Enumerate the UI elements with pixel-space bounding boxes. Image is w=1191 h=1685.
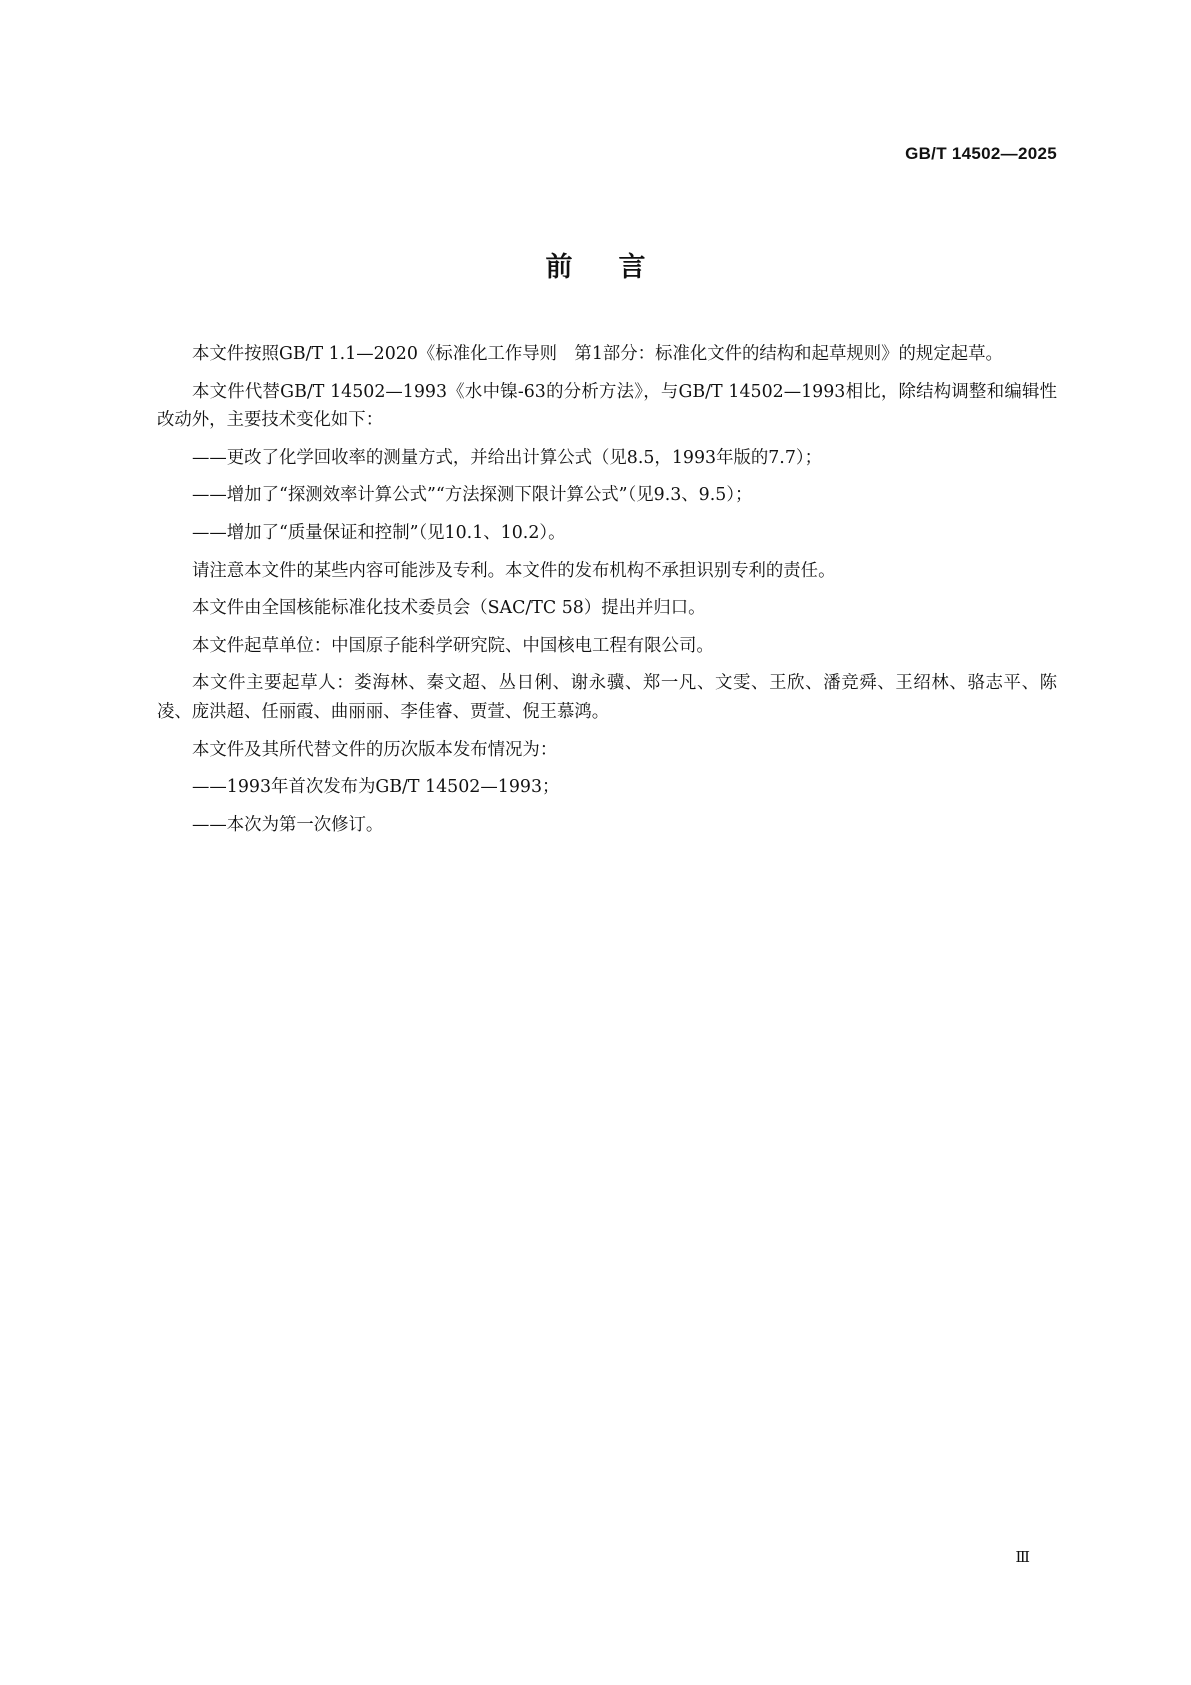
page-number: Ⅲ [1015, 1548, 1030, 1566]
standard-code-header: GB/T 14502—2025 [905, 144, 1057, 163]
paragraph-patent-notice: 请注意本文件的某些内容可能涉及专利。本文件的发布机构不承担识别专利的责任。 [192, 560, 836, 581]
paragraph-drafting-units: 本文件起草单位：中国原子能科学研究院、中国核电工程有限公司。 [192, 635, 714, 656]
change-item: ——增加了“探测效率计算公式”“方法探测下限计算公式”（见9.3、9.5）； [192, 485, 753, 506]
version-item: ——1993年首次发布为GB/T 14502—1993； [192, 777, 560, 798]
paragraph-drafting-rule: 本文件按照GB/T 1.1—2020《标准化工作导则 第1部分：标准化文件的结构和起草规则》的规定起草。 [192, 344, 1003, 364]
preface-body [157, 340, 1057, 848]
paragraph-drafters: 本文件主要起草人：娄海林、秦文超、丛日俐、谢永骥、郑一凡、文雯、王欣、潘竞舜、王绍林、骆志平、陈凌、庞洪超、任丽霞、曲丽丽、李佳睿、贾萱、倪王慕鸿。 [157, 673, 1057, 722]
paragraph-replacement: 本文件代替GB/T 14502—1993《水中镍-63的分析方法》，与GB/T 14502—1993相比，除结构调整和编辑性改动外，主要技术变化如下： [157, 381, 1057, 431]
change-item: ——更改了化学回收率的测量方式，并给出计算公式（见8.5，1993年版的7.7）； [192, 447, 822, 468]
paragraph-version-history: 本文件及其所代替文件的历次版本发布情况为： [192, 739, 558, 760]
version-item: ——本次为第一次修订。 [192, 814, 384, 835]
change-item: ——增加了“质量保证和控制”（见10.1、10.2）。 [192, 522, 566, 543]
paragraph-proposer: 本文件由全国核能标准化技术委员会（SAC/TC 58）提出并归口。 [192, 598, 706, 619]
page-title: 前言 [545, 252, 692, 283]
